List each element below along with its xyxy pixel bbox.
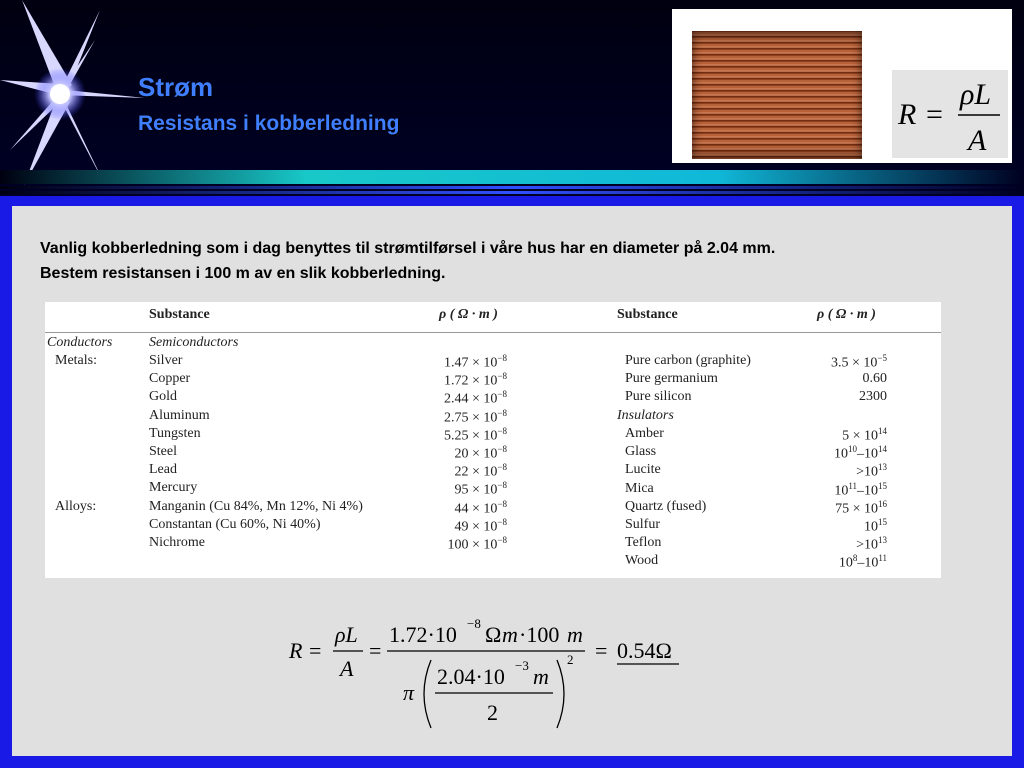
conductor-resistivity bbox=[455, 480, 507, 499]
formula-lhs: R bbox=[898, 98, 917, 131]
sol-eq-1: = bbox=[309, 638, 322, 663]
sol-num-exp: −8 bbox=[467, 616, 481, 631]
insulator-resistivity bbox=[856, 462, 887, 481]
resistivity-low-base: 10 bbox=[834, 446, 848, 462]
conductor-name: Copper bbox=[149, 371, 191, 387]
insulator-resistivity bbox=[864, 517, 887, 536]
resistivity-low-exponent: 10 bbox=[848, 444, 857, 455]
conductor-resistivity bbox=[455, 444, 507, 463]
insulator-name: Wood bbox=[625, 553, 659, 569]
resistivity-base: >10 bbox=[856, 537, 878, 553]
resistivity-base: –10 bbox=[857, 556, 879, 572]
conductor-name: Tungsten bbox=[149, 425, 201, 441]
resistivity-low-exponent: 8 bbox=[852, 553, 858, 564]
slide-title: Strøm bbox=[138, 72, 214, 102]
resistivity-exponent: 14 bbox=[878, 426, 887, 436]
insulator-resistivity bbox=[834, 444, 887, 463]
conductor-resistivity bbox=[455, 462, 507, 481]
header-substance-right: Substance bbox=[617, 307, 678, 322]
conductor-resistivity bbox=[455, 517, 507, 536]
semiconductor-resistivity bbox=[859, 389, 887, 405]
group-alloys: Alloys: bbox=[55, 499, 97, 514]
resistivity-low-exponent: 11 bbox=[848, 480, 857, 491]
insulator-name: Mica bbox=[625, 480, 654, 496]
insulator-name: Quartz (fused) bbox=[625, 498, 707, 514]
conductor-resistivity bbox=[448, 535, 507, 554]
semiconductor-name: Pure silicon bbox=[625, 389, 692, 405]
resistivity-base: –10 bbox=[857, 483, 878, 499]
resistivity-low-base: 10 bbox=[834, 483, 849, 499]
sol-den-two: 2 bbox=[487, 700, 498, 725]
resistivity-mantissa: 1.72 × 10 bbox=[444, 373, 498, 389]
resistivity-mantissa: 2.75 × 10 bbox=[444, 410, 498, 426]
conductor-resistivity bbox=[444, 426, 507, 445]
resistivity-table bbox=[45, 302, 941, 578]
sol-A: A bbox=[340, 656, 354, 681]
semiconductor-resistivity bbox=[831, 353, 887, 372]
resistivity-exponent: 16 bbox=[878, 498, 887, 509]
group-insulators: Insulators bbox=[617, 408, 674, 423]
problem-statement bbox=[40, 236, 1000, 286]
sol-eq-2: = bbox=[369, 638, 382, 663]
resistivity-mantissa: 49 × 10 bbox=[454, 519, 498, 535]
insulator-name: Lucite bbox=[625, 462, 661, 478]
resistivity-base: >10 bbox=[856, 465, 878, 481]
sol-num-100: ·100 bbox=[519, 622, 560, 647]
insulator-name: Glass bbox=[625, 444, 657, 460]
conductor-resistivity bbox=[444, 371, 507, 390]
formula-denominator: A bbox=[968, 124, 987, 157]
conductor-resistivity bbox=[444, 353, 507, 372]
group-metals: Metals: bbox=[55, 353, 97, 368]
insulator-resistivity bbox=[856, 535, 887, 554]
conductor-name: Nichrome bbox=[149, 535, 205, 550]
resistivity-exponent: 13 bbox=[878, 535, 887, 546]
resistivity-base: 75 × 10 bbox=[835, 501, 878, 517]
group-semiconductors: Semiconductors bbox=[149, 335, 239, 350]
solution-equation bbox=[285, 612, 705, 742]
resistivity-mantissa: 20 × 10 bbox=[454, 446, 498, 462]
resistivity-exponent: −8 bbox=[497, 480, 507, 491]
sol-num-ohm: Ω bbox=[485, 622, 502, 647]
resistivity-mantissa: 1.47 × 10 bbox=[444, 355, 498, 371]
problem-line-2: Bestem resistansen i 100 m av en slik kobberledning. bbox=[40, 265, 446, 282]
semiconductor-name: Pure germanium bbox=[625, 371, 718, 387]
header-rho-left: ρ ( Ω · m ) bbox=[439, 307, 498, 322]
sol-den-exp: −3 bbox=[515, 658, 529, 673]
resistivity-exponent: 14 bbox=[878, 444, 887, 455]
resistivity-mantissa: 44 × 10 bbox=[454, 501, 498, 517]
sol-den-m: m bbox=[533, 664, 549, 689]
resistivity-exponent: −8 bbox=[497, 371, 507, 382]
sol-rhoL: ρL bbox=[335, 622, 358, 647]
resistivity-mantissa: 22 × 10 bbox=[454, 464, 498, 480]
insulator-resistivity bbox=[834, 481, 887, 500]
resistivity-mantissa: 100 × 10 bbox=[447, 537, 498, 553]
resistance-formula bbox=[892, 70, 1008, 158]
sol-num-m2: m bbox=[567, 622, 583, 647]
resistivity-value: 2300 bbox=[859, 389, 887, 405]
copper-coil-image bbox=[692, 31, 862, 159]
resistivity-value: 0.60 bbox=[862, 371, 887, 387]
resistivity-exponent: −8 bbox=[497, 516, 507, 527]
slide-subtitle: Resistans i kobberledning bbox=[138, 112, 400, 135]
sol-den-a: 2.04·10 bbox=[437, 664, 505, 689]
insulator-name: Teflon bbox=[625, 535, 662, 551]
insulator-name: Amber bbox=[625, 426, 664, 441]
resistivity-base: –10 bbox=[857, 446, 878, 462]
conductor-name: Aluminum bbox=[149, 407, 210, 423]
sol-result: 0.54Ω bbox=[617, 638, 672, 663]
resistivity-low-base: 10 bbox=[838, 556, 853, 572]
header-stripes bbox=[0, 166, 1024, 202]
conductor-name: Mercury bbox=[149, 480, 198, 496]
resistivity-mantissa: 5.25 × 10 bbox=[444, 428, 498, 444]
resistivity-base: 10 bbox=[864, 519, 878, 535]
insulator-resistivity bbox=[842, 426, 887, 445]
resistivity-base: 5 × 10 bbox=[842, 428, 878, 444]
resistivity-exponent: 11 bbox=[878, 553, 887, 564]
resistivity-exponent: 13 bbox=[878, 462, 887, 473]
sol-num-m1: m bbox=[502, 622, 518, 647]
insulator-resistivity bbox=[835, 499, 887, 518]
formula-numerator: ρL bbox=[960, 78, 992, 111]
conductor-resistivity bbox=[455, 499, 507, 518]
sol-pi: π bbox=[403, 680, 415, 705]
resistivity-mantissa: 2.44 × 10 bbox=[444, 392, 498, 408]
resistivity-exponent: −8 bbox=[497, 353, 507, 363]
conductor-name: Manganin (Cu 84%, Mn 12%, Ni 4%) bbox=[149, 498, 363, 514]
insulator-resistivity bbox=[839, 553, 887, 572]
resistivity-mantissa: 95 × 10 bbox=[454, 483, 498, 499]
resistivity-exponent: 15 bbox=[878, 480, 887, 491]
resistivity-exponent: −8 bbox=[497, 498, 507, 509]
conductor-name: Constantan (Cu 60%, Ni 40%) bbox=[149, 516, 321, 532]
semiconductor-resistivity bbox=[863, 371, 888, 387]
sol-power: 2 bbox=[567, 652, 574, 667]
sol-eq-3: = bbox=[595, 638, 608, 663]
conductor-name: Steel bbox=[149, 444, 177, 459]
conductor-name: Silver bbox=[149, 353, 183, 368]
insulator-name: Sulfur bbox=[625, 517, 660, 532]
sol-R: R bbox=[289, 638, 303, 663]
resistivity-exponent: −8 bbox=[497, 425, 507, 436]
conductor-name: Gold bbox=[149, 389, 177, 405]
resistivity-exponent: −8 bbox=[497, 444, 507, 454]
formula-eq: = bbox=[926, 98, 943, 131]
resistivity-exponent: −5 bbox=[877, 353, 887, 363]
conductor-name: Lead bbox=[149, 462, 177, 478]
resistivity-exponent: −8 bbox=[497, 535, 507, 545]
group-conductors: Conductors bbox=[47, 335, 113, 350]
resistivity-exponent: −8 bbox=[497, 462, 507, 473]
resistivity-exponent: −8 bbox=[497, 389, 507, 400]
semiconductor-name: Pure carbon (graphite) bbox=[625, 353, 751, 368]
sol-num-a: 1.72·10 bbox=[389, 622, 457, 647]
header-rho-right: ρ ( Ω · m ) bbox=[817, 307, 876, 322]
resistivity-exponent: −8 bbox=[497, 407, 507, 418]
resistivity-value: 3.5 × 10 bbox=[831, 355, 878, 371]
conductor-resistivity bbox=[444, 408, 507, 427]
conductor-resistivity bbox=[444, 389, 507, 408]
problem-line-1: Vanlig kobberledning som i dag benyttes til strømtilførsel i våre hus har en diameter på 2.04 mm. bbox=[40, 240, 776, 257]
resistivity-exponent: 15 bbox=[878, 517, 887, 527]
header-substance-left: Substance bbox=[149, 307, 210, 322]
